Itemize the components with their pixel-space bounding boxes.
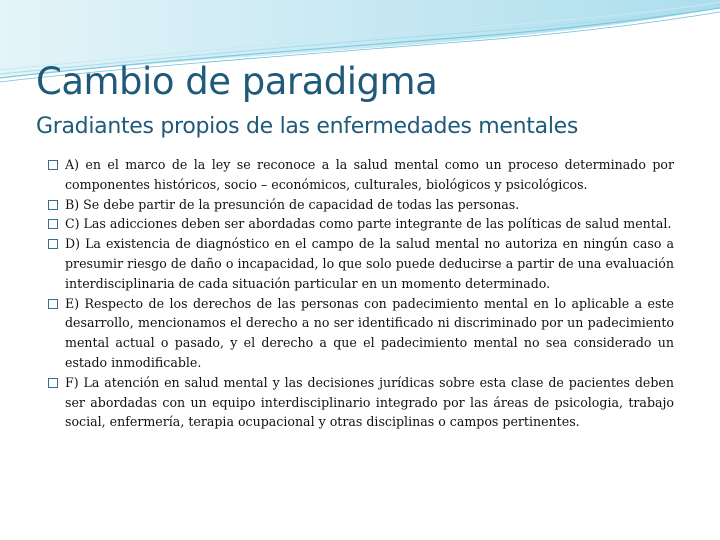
square-bullet-icon [48, 239, 58, 249]
slide-subtitle: Gradiantes propios de las enfermedades mentales [36, 114, 579, 139]
list-item [48, 155, 674, 195]
square-bullet-icon [48, 219, 58, 229]
slide-title: Cambio de paradigma [36, 60, 438, 103]
list-item [48, 214, 674, 234]
list-item-text: E) Respecto de los derechos de las personas con padecimiento mental en lo aplicable a este desarrollo, mencionamos el derecho a no ser identificado ni discriminado por un padecimiento mental actual o pasado, y el derecho a que el padecimiento mental no sea considerado un estado inmodificable. [65, 295, 674, 370]
list-item [48, 294, 674, 373]
list-item-text: C) Las adicciones deben ser abordadas como parte integrante de las políticas de salud mental. [65, 216, 672, 232]
square-bullet-icon [48, 299, 58, 309]
list-item [48, 373, 674, 432]
list-item-text: A) en el marco de la ley se reconoce a la salud mental como un proceso determinado por componentes históricos, socio – económicos, culturales, biológicos y psicológicos. [65, 157, 674, 192]
list-item-text: B) Se debe partir de la presunción de capacidad de todas las personas. [65, 196, 520, 212]
list-item [48, 195, 674, 215]
list-item-text: D) La existencia de diagnóstico en el campo de la salud mental no autoriza en ningún caso a presumir riesgo de daño o incapacidad, lo que solo puede deducirse a partir de una evaluación interdisciplinaria de cada situación particular en un momento determinado. [65, 236, 674, 291]
list-item [48, 234, 674, 293]
bullet-list [48, 155, 674, 432]
square-bullet-icon [48, 160, 58, 170]
list-item-text: F) La atención en salud mental y las decisiones jurídicas sobre esta clase de pacientes deben ser abordadas con un equipo interdisciplinario integrado por las áreas de psicologia, trabajo social, enfermería, terapia ocupacional y otras disciplinas o campos pertinentes. [65, 374, 674, 430]
square-bullet-icon [48, 200, 58, 210]
square-bullet-icon [48, 378, 58, 388]
